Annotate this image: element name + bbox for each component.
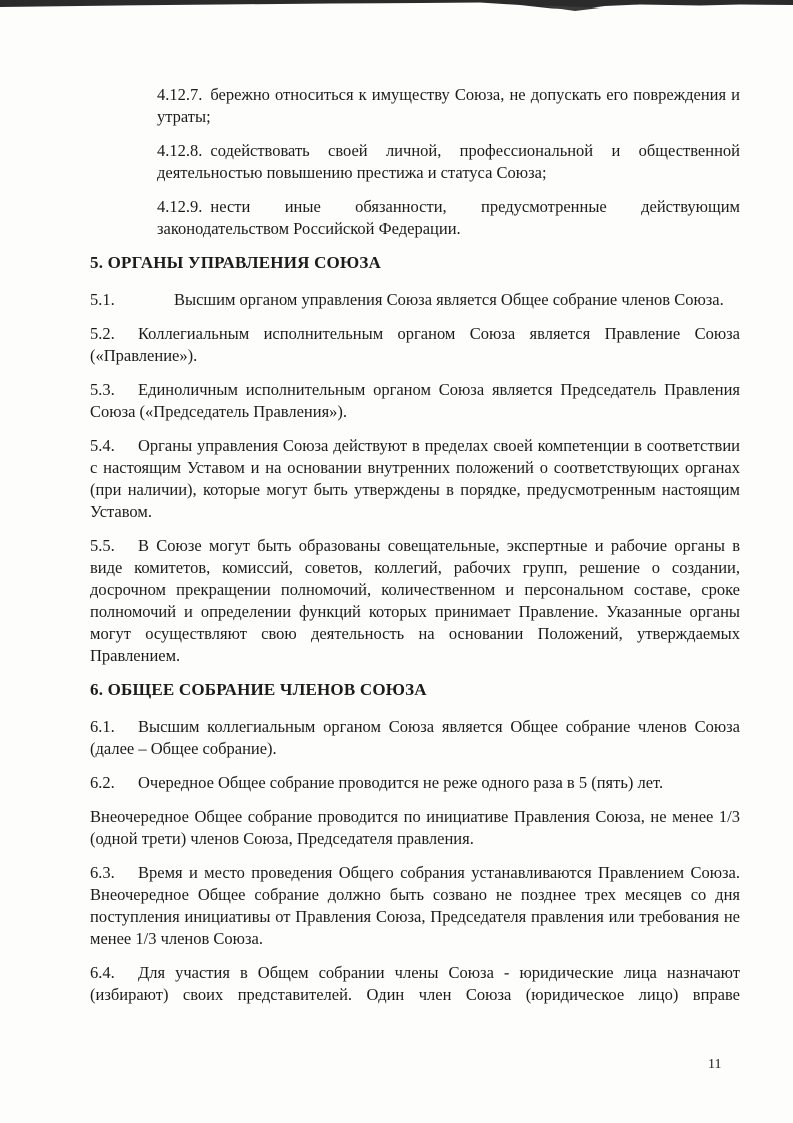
clause-number: 4.12.9. [157,197,203,216]
clause-5-5 [90,535,740,667]
clause-number: 5.3. [90,380,115,399]
clause-text: нести иные обязанности, предусмотренные действующим законодательством Российской Федерации. [157,197,740,238]
section-heading-6: 6. ОБЩЕЕ СОБРАНИЕ ЧЛЕНОВ СОЮЗА [90,680,427,699]
clause-text: содействовать своей личной, профессиональной и общественной деятельностью повышению престижа и статуса Союза; [157,141,740,182]
clause-number: 4.12.7. [157,85,203,104]
clause-6-2 [90,772,740,794]
clause-4-12-9 [157,196,740,240]
clause-5-3 [90,379,740,423]
clause-6-4 [90,962,740,1006]
clause-number: 5.1. [90,290,115,309]
clause-text: Время и место проведения Общего собрания устанавливаются Правлением Союза. Внеочередное Общее собрание должно быть созвано не позднее трех месяцев со дня поступления инициативы от Правления Союза, Председателя правления или требования не менее 1/3 членов Союза. [90,863,740,948]
clause-text: Органы управления Союза действуют в пределах своей компетенции в соответствии с настоящим Уставом и на основании внутренних положений о соответствующих органах (при наличии), которые могут быть утверждены в порядке, предусмотренным настоящим Уставом. [90,436,740,521]
document-content [90,84,740,1018]
clause-6-3 [90,862,740,950]
clause-4-12-7 [157,84,740,128]
clause-6-1 [90,716,740,760]
clause-text: Высшим органом управления Союза является Общее собрание членов Союза. [174,290,724,309]
clause-text: Высшим коллегиальным органом Союза является Общее собрание членов Союза (далее – Общее собрание). [90,717,740,758]
clause-text: Для участия в Общем собрании члены Союза - юридические лица назначают (избирают) своих представителей. Один член Союза (юридическое лицо) вправе [90,963,740,1004]
clause-text: Очередное Общее собрание проводится не реже одного раза в 5 (пять) лет. [138,773,664,792]
clause-number: 5.4. [90,436,115,455]
clause-5-2 [90,323,740,367]
clause-number: 4.12.8. [157,141,203,160]
clause-5-4 [90,435,740,523]
clause-text: Единоличным исполнительным органом Союза является Председатель Правления Союза («Председатель Правления»). [90,380,740,421]
clause-number: 5.5. [90,536,115,555]
clause-number: 6.2. [90,773,115,792]
clause-number: 6.1. [90,717,115,736]
clause-number: 6.4. [90,963,115,982]
clause-text: бережно относиться к имуществу Союза, не допускать его повреждения и утраты; [157,85,740,126]
clause-number: 5.2. [90,324,115,343]
clause-text: В Союзе могут быть образованы совещательные, экспертные и рабочие органы в виде комитетов, комиссий, советов, коллегий, рабочих групп, решение о создании, досрочном прекращении полномочий, количественном и персональном составе, сроке полномочий и определении функций которых принимает Правление. Указанные органы могут осуществляют свою деятельность на основании Положений, утверждаемых Правлением. [90,536,740,665]
section-heading-5: 5. ОРГАНЫ УПРАВЛЕНИЯ СОЮЗА [90,253,381,272]
clause-text: Коллегиальным исполнительным органом Союза является Правление Союза («Правление»). [90,324,740,365]
page-number: 11 [708,1057,722,1072]
clause-number: 6.3. [90,863,115,882]
clause-5-1 [90,289,740,311]
paragraph-extraordinary-meeting: Внеочередное Общее собрание проводится по инициативе Правления Союза, не менее 1/3 (одной трети) членов Союза, Председателя правления. [90,807,740,848]
scan-edge-artifact [0,0,793,14]
clause-4-12-8 [157,140,740,184]
